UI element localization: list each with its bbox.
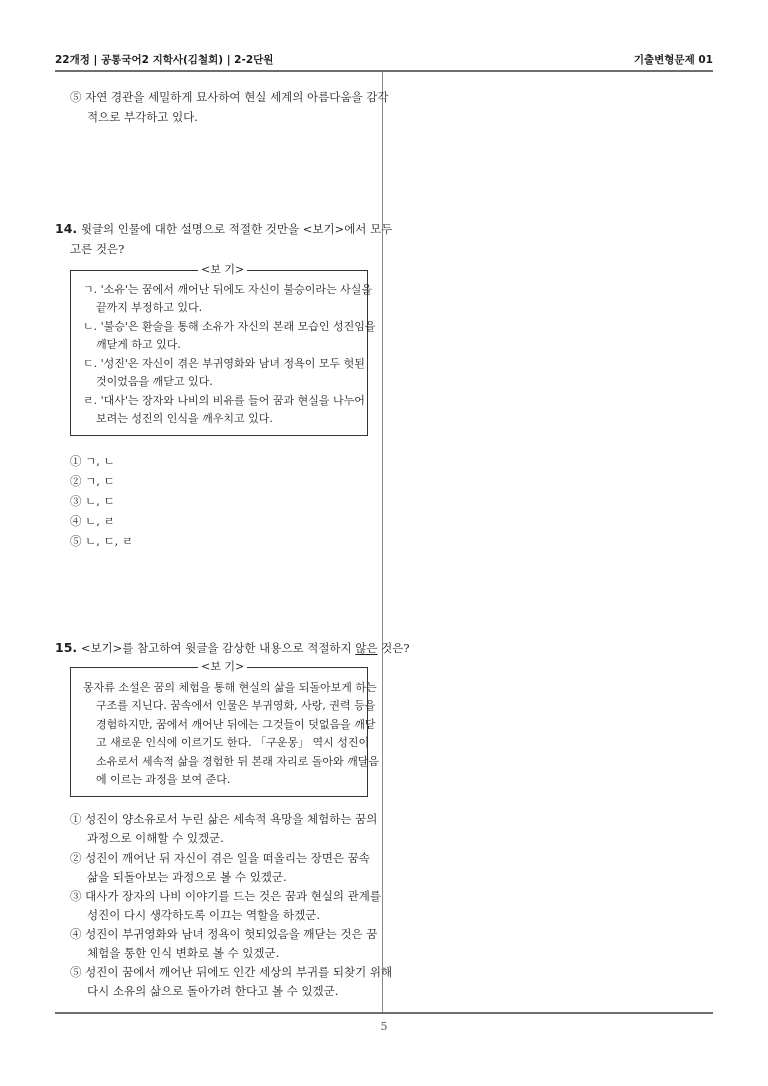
q15-bogi-line: 구조를 지닌다. 꿈속에서 인물은 부귀영화, 사랑, 권력 등을 — [96, 699, 376, 712]
q15-number: 15. — [55, 640, 78, 655]
q14-option-5[interactable]: ⑤ ㄴ, ㄷ, ㄹ — [70, 534, 134, 548]
q14-option-3[interactable]: ③ ㄴ, ㄷ — [70, 494, 115, 508]
q15-option-5-cont[interactable]: 다시 소유의 삶으로 돌아가려 한다고 볼 수 있겠군. — [87, 984, 339, 998]
q14-option-4[interactable]: ④ ㄴ, ㄹ — [70, 514, 115, 528]
q14-stem-line1 — [55, 222, 392, 236]
q14-number: 14. — [55, 221, 78, 236]
header-divider — [55, 70, 713, 72]
q13-option-5-line2: 적으로 부각하고 있다. — [87, 110, 198, 124]
q15-bogi-line: 고 새로운 인식에 이르기도 한다. 「구운몽」 역시 성진이 — [96, 736, 370, 749]
q15-bogi-line: 몽자류 소설은 꿈의 체험을 통해 현실의 삶을 되돌아보게 하는 — [83, 681, 377, 694]
q13-option-5-line1: ⑤ 자연 경관을 세밀하게 묘사하여 현실 세계의 아름다움을 감각 — [70, 90, 389, 104]
header-doc-title: 기출변형문제 01 — [633, 54, 713, 66]
q14-bogi-title: <보 기> — [198, 264, 247, 276]
q15-option-2-cont[interactable]: 삶을 되돌아보는 과정으로 볼 수 있겠군. — [87, 870, 287, 884]
q14-option-2[interactable]: ② ㄱ, ㄷ — [70, 474, 115, 488]
q15-stem-end: 것은? — [377, 641, 410, 655]
q14-bogi-line: 깨닫게 하고 있다. — [96, 338, 181, 351]
q15-option-4-cont[interactable]: 체험을 통한 인식 변화로 볼 수 있겠군. — [87, 946, 280, 960]
q14-option-1[interactable]: ① ㄱ, ㄴ — [70, 454, 115, 468]
q15-option-3-cont[interactable]: 성진이 다시 생각하도록 이끄는 역할을 하겠군. — [87, 908, 321, 922]
q15-bogi-box — [70, 660, 379, 797]
q15-option-4[interactable]: ④ 성진이 부귀영화와 남녀 정욕이 헛되었음을 깨닫는 것은 꿈 — [70, 927, 378, 941]
q15-bogi-line: 에 이르는 과정을 보여 준다. — [96, 773, 231, 786]
q14-bogi-line: 보려는 성진의 인식을 깨우치고 있다. — [96, 412, 273, 425]
q14-bogi-line: ㄹ. '대사'는 장자와 나비의 비유를 들어 꿈과 현실을 나누어 — [83, 394, 365, 407]
q15-stem-text: <보기>를 참고하여 윗글을 감상한 내용으로 적절하지 — [80, 641, 356, 655]
q15-stem — [55, 641, 410, 655]
q15-option-5[interactable]: ⑤ 성진이 꿈에서 깨어난 뒤에도 인간 세상의 부귀를 되찾기 위해 — [70, 965, 393, 979]
q14-stem-line2: 고른 것은? — [70, 242, 125, 256]
q15-option-3[interactable]: ③ 대사가 장자의 나비 이야기를 드는 것은 꿈과 현실의 관계를 — [70, 889, 382, 903]
q15-bogi-line: 경험하지만, 꿈에서 깨어난 뒤에는 그것들이 덧없음을 깨닫 — [96, 718, 376, 731]
page-header — [55, 50, 713, 68]
q14-bogi-line: ㄱ. '소유'는 꿈에서 깨어난 뒤에도 자신이 불승이라는 사실을 — [83, 283, 373, 296]
q14-stem-text: 윗글의 인물에 대한 설명으로 적절한 것만을 <보기>에서 모두 — [80, 222, 393, 236]
q15-stem-negation: 않은 — [355, 641, 378, 655]
q14-bogi-line: 끝까지 부정하고 있다. — [96, 301, 203, 314]
q14-bogi-box — [70, 263, 376, 436]
q14-bogi-line: 것이었음을 깨닫고 있다. — [96, 375, 213, 388]
q15-option-2[interactable]: ② 성진이 깨어난 뒤 자신이 겪은 일을 떠올리는 장면은 꿈속 — [70, 851, 370, 865]
q14-bogi-line: ㄷ. '성진'은 자신이 겪은 부귀영화와 남녀 정욕이 모두 헛된 — [83, 357, 365, 370]
q15-bogi-line: 소유로서 세속적 삶을 경험한 뒤 본래 자리로 돌아와 깨달음 — [96, 755, 379, 768]
q15-option-1[interactable]: ① 성진이 양소유로서 누린 삶은 세속적 욕망을 체험하는 꿈의 — [70, 812, 378, 826]
footer-divider — [55, 1012, 713, 1014]
q14-bogi-line: ㄴ. '불승'은 환술을 통해 소유가 자신의 본래 모습인 성진임을 — [83, 320, 376, 333]
column-divider — [382, 72, 383, 1012]
page-number: 5 — [380, 1020, 388, 1033]
q15-bogi-title: <보 기> — [198, 661, 247, 673]
header-course-info: 22개정 | 공통국어2 지학사(김철회) | 2-2단원 — [55, 54, 274, 66]
q15-option-1-cont[interactable]: 과정으로 이해할 수 있겠군. — [87, 831, 224, 845]
